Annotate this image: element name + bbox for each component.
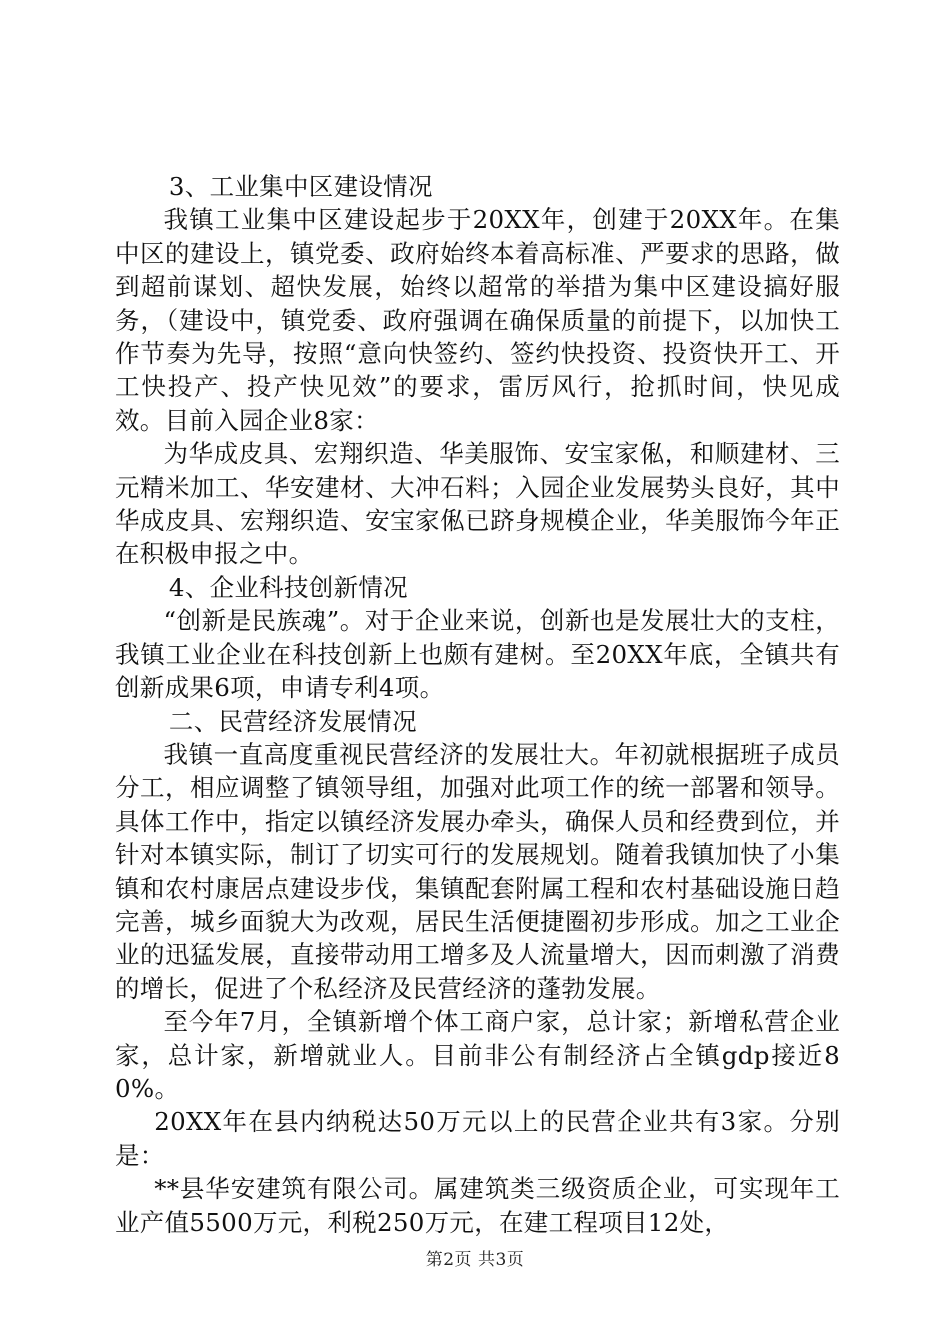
paragraph-tax-enterprises: 20XX年在县内纳税达50万元以上的民营企业共有3家。分别是： [115, 1107, 840, 1170]
section-heading-innovation: 4、企业科技创新情况 [168, 572, 408, 602]
page-footer: 第2页 共3页 [425, 1250, 525, 1270]
paragraph-huaan-construction: **县华安建筑有限公司。属建筑类三级资质企业，可实现年工业产值5500万元，利税250万元，在建工程项目12处， [115, 1174, 840, 1237]
section-heading-industrial-zone: 3、工业集中区建设情况 [168, 172, 433, 201]
paragraph-private-economy: 我镇一直高度重视民营经济的发展壮大。年初就根据班子成员分工，相应调整了镇领导组，加强对此项工作的统一部署和领导。具体工作中，指定以镇经济发展办牵头，确保人员和经费到位，并针对本镇实际，制订了切实可行的发展规划。随着我镇加快了小集镇和农村康居点建设步伐，集镇配套附属工程和农村基础设施日趋完善，城乡面貌大为改观，居民生活便捷圈初步形成。加之工业企业的迅猛发展，直接带动用工增多及人流量增大，因而刺激了消费的增长，促进了个私经济及民营经济的蓬勃发展。 [115, 739, 840, 1003]
paragraph-enterprise-list: 为华成皮具、宏翔织造、华美服饰、安宝家俬，和顺建材、三元精米加工、华安建材、大冲石料；入园企业发展势头良好，其中华成皮具、宏翔织造、安宝家俬已跻身规模企业，华美服饰今年正在积极申报之中。 [115, 439, 840, 569]
document-body [115, 170, 840, 1239]
paragraph-industrial-zone: 我镇工业集中区建设起步于20XX年，创建于20XX年。在集中区的建设上，镇党委、政府始终本着高标准、严要求的思路，做到超前谋划、超快发展，始终以超常的举措为集中区建设搞好服务，（建设中，镇党委、政府强调在确保质量的前提下，以加快工作节奏为先导，按照“意向快签约、签约快投资、投资快开工、开工快投产、投产快见效”的要求，雷厉风行，抢抓时间，快见成效。目前入园企业8家： [115, 205, 840, 435]
section-heading-private-economy: 二、民营经济发展情况 [168, 706, 417, 736]
paragraph-statistics: 至今年7月，全镇新增个体工商户家，总计家；新增私营企业家，总计家，新增就业人。目前非公有制经济占全镇gdp接近80%。 [115, 1007, 840, 1103]
paragraph-innovation: “创新是民族魂”。对于企业来说，创新也是发展壮大的支柱，我镇工业企业在科技创新上也颇有建树。至20XX年底，全镇共有创新成果6项，申请专利4项。 [115, 606, 840, 703]
